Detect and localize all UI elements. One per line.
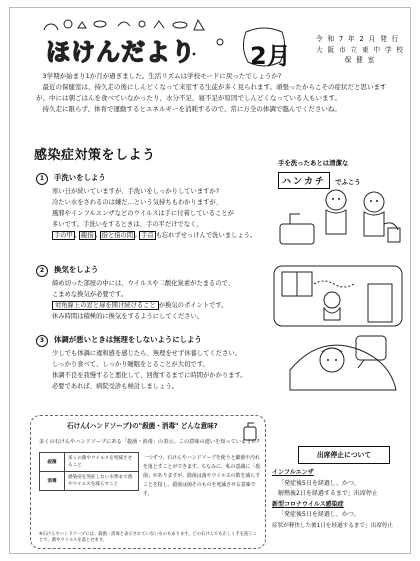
- keyword-box: 対角線上の窓と扉を開け続けること: [52, 301, 159, 310]
- tip-number: 1: [36, 173, 48, 185]
- tip-heading-text: 体調が悪いときは無理をしないようにしよう: [54, 335, 202, 344]
- tip-line: [52, 300, 276, 311]
- intro-paragraph: 持久走に限らず、体育で運動するとエネルギーを消耗するので、常に万全の体調で臨んでくださいね。: [42, 105, 341, 113]
- tip-line: 冷たい水をさわるのは嫌だ…という気持ちもわかりますが、: [52, 199, 223, 206]
- section-title: 感染症対策をしよう: [34, 148, 156, 163]
- tip-heading: [36, 264, 276, 277]
- keyword-box: 指と指の間: [101, 232, 133, 239]
- table-cell: 多くの菌やウイルスを死滅させること: [65, 453, 139, 472]
- pub-school: 大 阪 市 立 東 中 学 校: [316, 45, 405, 54]
- tip-line-tail: も忘れずせっけんで洗いましょう。: [155, 232, 257, 239]
- soap-info-box: [30, 415, 266, 549]
- suspension-body: [272, 468, 412, 531]
- tip-line: 風邪やインフルエンザなどのウイルスは手に付着していることが: [52, 210, 234, 217]
- attendance-suspension: [272, 446, 412, 550]
- month-label: 2月: [250, 42, 291, 70]
- tip-ventilation: [36, 264, 276, 322]
- tip-line: しっかり食べて、しっかり睡眠をとることが大切です。: [52, 361, 209, 368]
- flu-label: インフルエンザ: [272, 469, 314, 476]
- flu-rule-line: 解熱後2日を経過するまで」出席停止: [278, 490, 378, 497]
- info-table: [39, 452, 139, 491]
- tip-rest: [36, 334, 276, 392]
- tip-heading-text: 換気をしよう: [54, 265, 99, 274]
- tip-number: 2: [36, 265, 48, 277]
- masthead: [10, 8, 412, 70]
- info-explanation: 一つずつ、石けんやハンドソープを使うと細菌や汚れを落とすことができます。ちなみに、私の意識に「殺菌」がありますが、除菌は菌やウイルスの数を減らすことを指し、殺菌は菌そのものを死滅させる意味です。: [143, 455, 261, 497]
- intro-text: [36, 71, 396, 115]
- intro-paragraph: 最近の保健室は、持久走の後にしんどくなって来室する生徒が多く見られます。頑張ったからこその症状だと思いますが、中には朝ごはんを食べていなかったり、水分不足、寝不足が原因でしんどくなっている人もいます。: [36, 83, 387, 102]
- banner-word: ハンカチ: [278, 172, 330, 189]
- tip-heading-text: 手洗いをしよう: [54, 173, 106, 182]
- banner-line: 手を洗ったあとは清潔な: [278, 159, 349, 167]
- tip-line: 必要であれば、病院受診も検討しましょう。: [52, 383, 178, 390]
- banner-line: でふこう: [335, 178, 361, 186]
- tip-line: 多いです。手洗いをするときは、手の平だけでなく、: [52, 221, 203, 228]
- table-label: 殺菌: [40, 453, 65, 472]
- ventilation-room-icon: [272, 264, 404, 328]
- kids-washing-hands-icon: [276, 184, 404, 250]
- tip-line: 少しでも体調に違和感を感じたら、無理をせず休養してください。: [52, 350, 241, 357]
- tip-line: 寒い日が続いていますが、手洗いをしっかりしていますか?: [52, 188, 220, 195]
- tip-heading: [36, 172, 276, 185]
- newsletter-sheet: [9, 7, 411, 554]
- sick-student-icon: [286, 330, 402, 404]
- flu-rule-line: 「発症後5日を経過し、かつ、: [278, 479, 360, 487]
- publication-info: [316, 34, 404, 66]
- keyword-box: 手首: [141, 232, 154, 239]
- keyword-box: 親指: [80, 232, 94, 239]
- intro-paragraph: 3学期が始まり1か月が過ぎました。生活リズムは学校モードに戻ったでしょうか?: [42, 72, 282, 80]
- tip-number: 3: [36, 335, 48, 347]
- covid-rule-line: 症状が軽快した後1日を経過するまで」出席停止: [272, 522, 394, 529]
- covid-label: 新型コロナウイルス感染症: [272, 500, 344, 508]
- tip-body: [36, 348, 276, 392]
- tip-body: [36, 186, 276, 241]
- tip-body: [36, 278, 276, 322]
- soap-bottle-icon: [239, 418, 261, 442]
- covid-rule-line: 「発症後5日を経過し、かつ、: [278, 511, 360, 518]
- table-label: 消毒: [40, 472, 65, 491]
- info-title: 石けん(ハンドソープ)の"殺菌・消毒" どんな意味?: [67, 422, 218, 430]
- suspension-title: 出席停止について: [298, 446, 390, 464]
- newsletter-title: ほけんだより: [46, 38, 196, 66]
- table-row: [40, 472, 139, 491]
- tip-line: 手の甲 , 親指 , 指と指の間 , 手首 も忘れずせっけんで洗いましょう。: [54, 232, 257, 239]
- info-question: 多くの石けんやハンドソープにある「殺菌・消毒」の表示。この意味の違いを知っていますか?: [39, 439, 260, 445]
- tip-handwashing: [36, 172, 276, 241]
- info-footnote: ※石けんやハンドソープには、殺菌・消毒と表示されていないものもあります。どの石けんでも正しく手を洗うことで、菌やウイルスを落とせます。: [39, 532, 257, 543]
- tip-line: 体調不良を我慢すると悪化して、回復するまでに時間がかかります。: [52, 372, 247, 379]
- tip-line-tail: が換気のポイントです。: [158, 302, 228, 309]
- tip-line: 締め切った部屋の中には、ウイルスや二酸化炭素がたまるので、: [52, 280, 235, 287]
- tip-line: こまめな換気が必要です。: [52, 291, 128, 298]
- table-cell: 感染症を発症しない水準まで菌やウイルスを減らすこと: [65, 472, 139, 491]
- tip-heading: [36, 334, 276, 347]
- pub-date: 令 和 7 年 2 月 発 行: [316, 35, 400, 43]
- keyword-box: 手の甲: [54, 232, 73, 239]
- table-row: [40, 453, 139, 472]
- tip-line: 休み時間は積極的に換気をするようにしてください。: [52, 313, 204, 320]
- pub-office: 保 健 室: [344, 56, 376, 64]
